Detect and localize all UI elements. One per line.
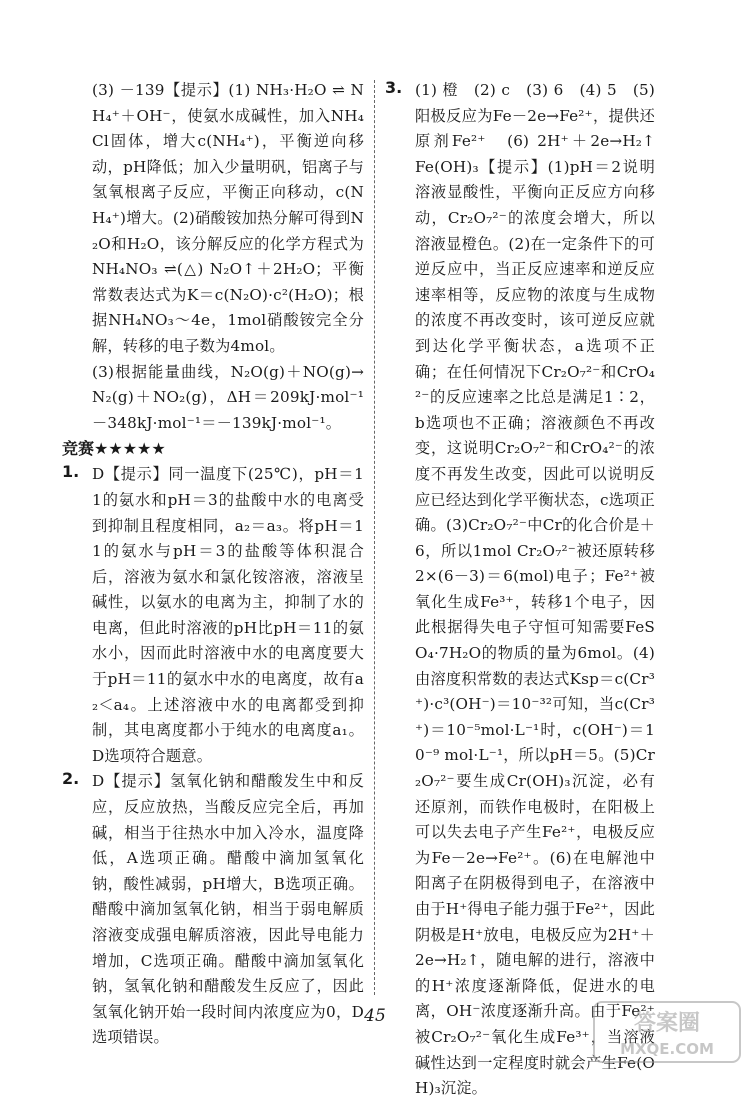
watermark-logo	[592, 1000, 742, 1064]
svg-text:答案圈: 答案圈	[633, 1011, 701, 1036]
answer-item	[62, 462, 364, 769]
item-text: (1) 橙 (2) c (3) 6 (4) 5 (5) 阳极反应为Fe－2e→Fe²⁺，提供还原剂Fe²⁺ (6) 2H⁺＋2e→H₂↑ Fe(OH)₃【提示】(1)pH＝2说明溶液显酸性，平衡向正反应方向移动，Cr₂O₇²⁻的浓度会增大，所以溶液显橙色。(2)在一定条件下的可逆反应中，当正反应速率和逆反应速率相等，反应物的浓度与生成物的浓度不再改变时，该可逆反应就到达化学平衡状态，a选项不正确；在任何情况下Cr₂O₇²⁻和CrO₄²⁻的反应速率之比总是满足1∶2，b选项也不正确；溶液颜色不再改变，这说明Cr₂O₇²⁻和CrO₄²⁻的浓度不再发生改变，因此可以说明反应已经达到化学平衡状态，c选项正确。(3)Cr₂O₇²⁻中Cr的化合价是＋6，所以1mol Cr₂O₇²⁻被还原转移2×(6－3)＝6(mol)电子；Fe²⁺被氧化生成Fe³⁺，转移1个电子，因此根据得失电子守恒可知需要FeSO₄·7H₂O的物质的量为6mol。(4)由溶度积常数的表达式Ksp＝c(Cr³⁺)·c³(OH⁻)＝10⁻³²可知，当c(Cr³⁺)＝10⁻⁵mol·L⁻¹时，c(OH⁻)＝10⁻⁹ mol·L⁻¹，所以pH＝5。(5)Cr₂O₇²⁻要生成Cr(OH)₃沉淀，必有还原剂，而铁作电极时，在阳极上可以失去电子产生Fe²⁺，电极反应为Fe－2e→Fe²⁺。(6)在电解池中阳离子在阴极得到电子，在溶液中由于H⁺得电子能力强于Fe²⁺，因此阴极是H⁺放电，电极反应为2H⁺＋2e→H₂↑，随电解的进行，溶液中的H⁺浓度逐渐降低，促进水的电离，OH⁻浓度逐渐升高。由于Fe²⁺被Cr₂O₇²⁻氧化生成Fe³⁺，当溶液碱性达到一定程度时就会产生Fe(OH)₃沉淀。	[415, 81, 671, 1098]
answer-3-part-3-paragraph: (3) －139【提示】(1) NH₃·H₂O ⇌ NH₄⁺＋OH⁻，使氨水成碱性，加入NH₄Cl固体，增大c(NH₄⁺)，平衡逆向移动，pH降低；加入少量明矾，铝离子与氢氧根离子反应，平衡正向移动，c(NH₄⁺)增大。(2)硝酸铵加热分解可得到N₂O和H₂O，该分解反应的化学方程式为NH₄NO₃ ⇌(△) N₂O↑＋2H₂O；平衡常数表达式为K＝c(N₂O)·c²(H₂O)；根据NH₄NO₃～4e，1mol硝酸铵完全分解，转移的电子数为4mol。	[92, 81, 364, 355]
column-divider	[374, 80, 375, 995]
svg-text:MXQE.COM: MXQE.COM	[620, 1040, 714, 1058]
section-heading-competition: 竞赛★★★★★	[62, 439, 166, 459]
item-number: 2.	[62, 769, 80, 789]
left-column	[62, 78, 364, 1051]
answer-3-energy-paragraph: (3)根据能量曲线，N₂O(g)＋NO(g)→N₂(g)＋NO₂(g)，ΔH＝209kJ·mol⁻¹－348kJ·mol⁻¹＝－139kJ·mol⁻¹。	[92, 362, 364, 432]
item-text: D【提示】同一温度下(25℃)，pH＝11的氨水和pH＝3的盐酸中水的电离受到抑制且程度相同，a₂＝a₃。将pH＝11的氨水与pH＝3的盐酸等体积混合后，溶液为氨水和氯化铵溶液，溶液呈碱性，以氨水的电离为主，抑制了水的电离，但此时溶液的pH比pH＝11的氨水小，因而此时溶液中水的电离度要大于pH＝11的氨水中水的电离度，故有a₂＜a₄。上述溶液中水的电离都受到抑制，其电离度都小于纯水的电离度a₁。D选项符合题意。	[92, 465, 364, 765]
item-number: 1.	[62, 462, 80, 482]
item-text: D【提示】氢氧化钠和醋酸发生中和反应，反应放热，当酸反应完全后，再加碱，相当于往热水中加入冷水，温度降低，A选项正确。醋酸中滴加氢氧化钠，酸性减弱，pH增大，B选项正确。醋酸中滴加氢氧化钠，相当于弱电解质溶液变成强电解质溶液，因此导电能力增加，C选项正确。醋酸中滴加氢氧化钠，氢氧化钠和醋酸发生反应了，因此氢氧化钠开始一段时间内浓度应为0，D选项错误。	[92, 772, 364, 1047]
item-number: 3.	[385, 78, 403, 97]
page-number: 45	[364, 1006, 386, 1026]
